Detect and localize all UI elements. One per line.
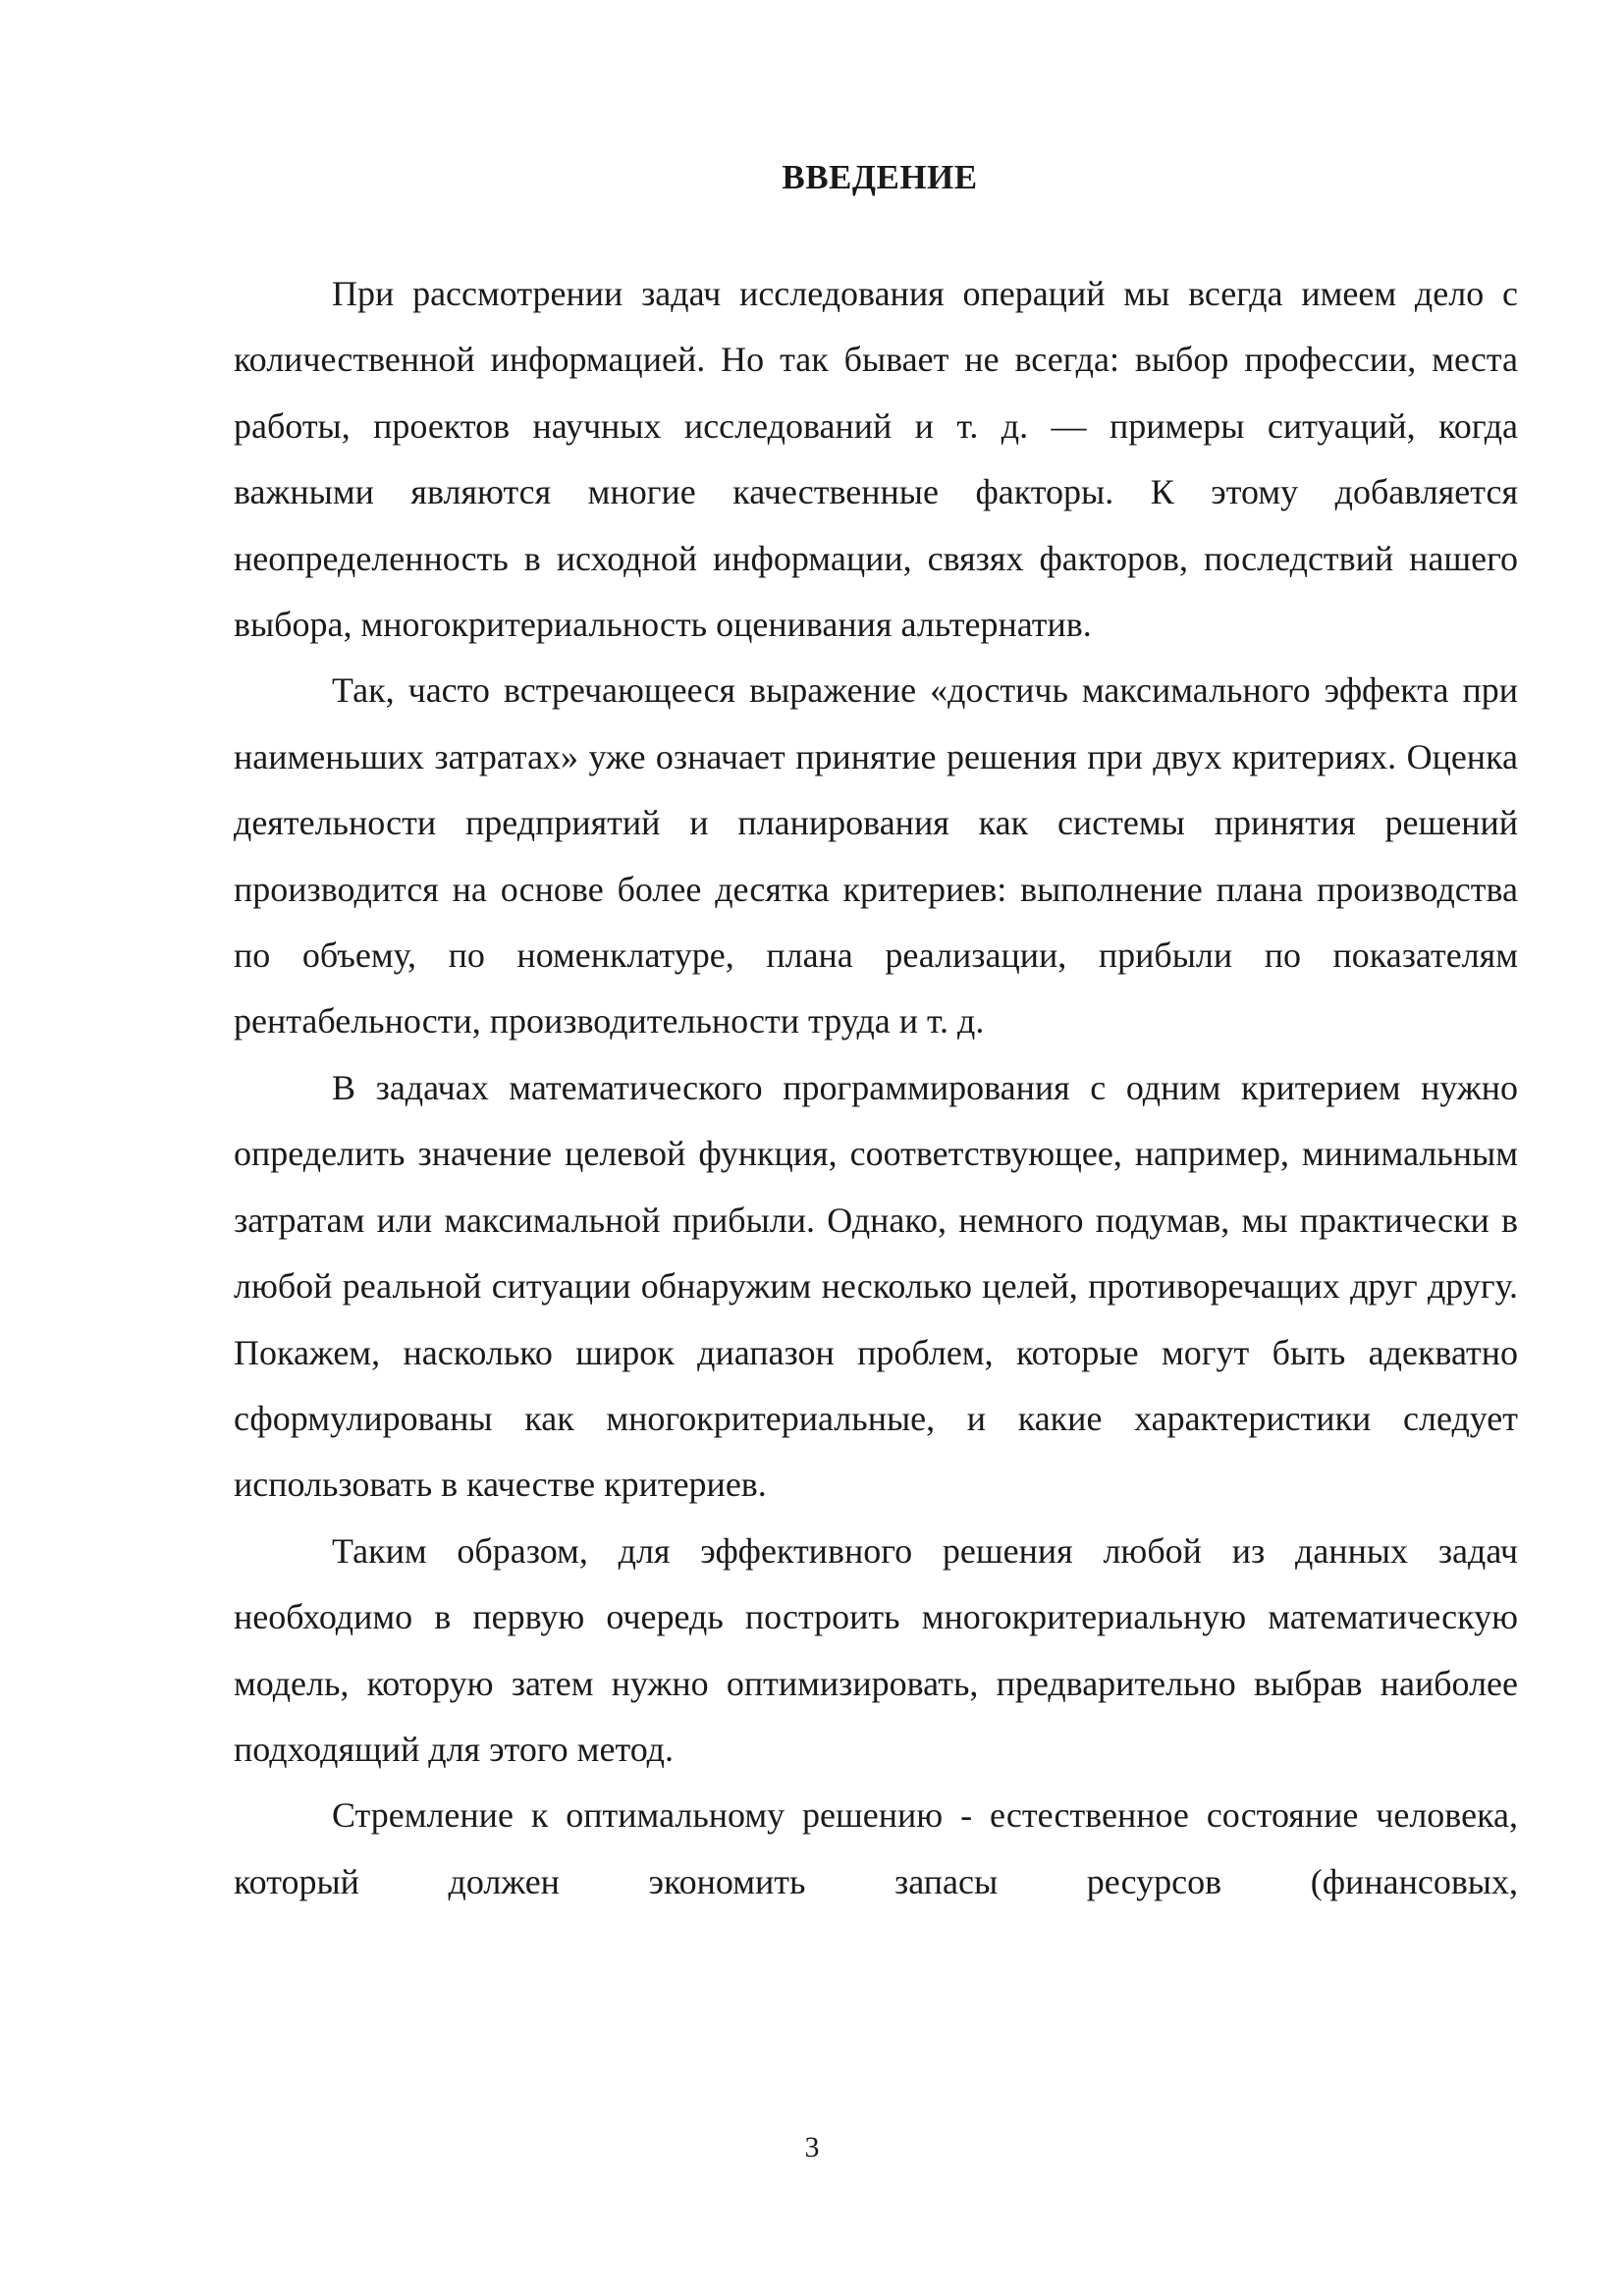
paragraph-3: В задачах математического программирования с одним критерием нужно определить значение целевой функция, соответствующее, например, минимальным затратам или максимальной прибыли. Однако, немного подумав, мы практически в любой реальной ситуации обнаружим несколько целей, противоречащих друг другу. Покажем, насколько широк диапазон проблем, которые могут быть адекватно сформулированы как многокритериальные, и какие характеристики следует использовать в качестве критериев. xyxy=(234,1067,1518,1505)
page-content xyxy=(234,153,1518,1915)
paragraph-2: Так, часто встречающееся выражение «достичь максимального эффекта при наименьших затратах» уже означает принятие решения при двух критериях. Оценка деятельности предприятий и планирования как системы принятия решений производится на основе более десятка критериев: выполнение плана производства по объему, по номенклатуре, плана реализации, прибыли по показателям рентабельности, производительности труда и т. д. xyxy=(234,670,1518,1041)
paragraph-1: При рассмотрении задач исследования операций мы всегда имеем дело с количественной информацией. Но так бывает не всегда: выбор профессии, места работы, проектов научных исследований и т. д. — примеры ситуаций, когда важными являются многие качественные факторы. К этому добавляется неопределенность в исходной информации, связях факторов, последствий нашего выбора, многокритериальность оценивания альтернатив. xyxy=(234,274,1518,645)
page-number: 3 xyxy=(804,2131,820,2163)
section-heading: ВВЕДЕНИЕ xyxy=(782,158,978,196)
paragraph-4: Таким образом, для эффективного решения любой из данных задач необходимо в первую очередь построить многокритериальную математическую модель, которую затем нужно оптимизировать, предварительно выбрав наиболее подходящий для этого метод. xyxy=(234,1530,1518,1769)
paragraph-5: Стремление к оптимальному решению - естественное состояние человека, который должен экономить запасы ресурсов (финансовых, xyxy=(234,1795,1518,1901)
